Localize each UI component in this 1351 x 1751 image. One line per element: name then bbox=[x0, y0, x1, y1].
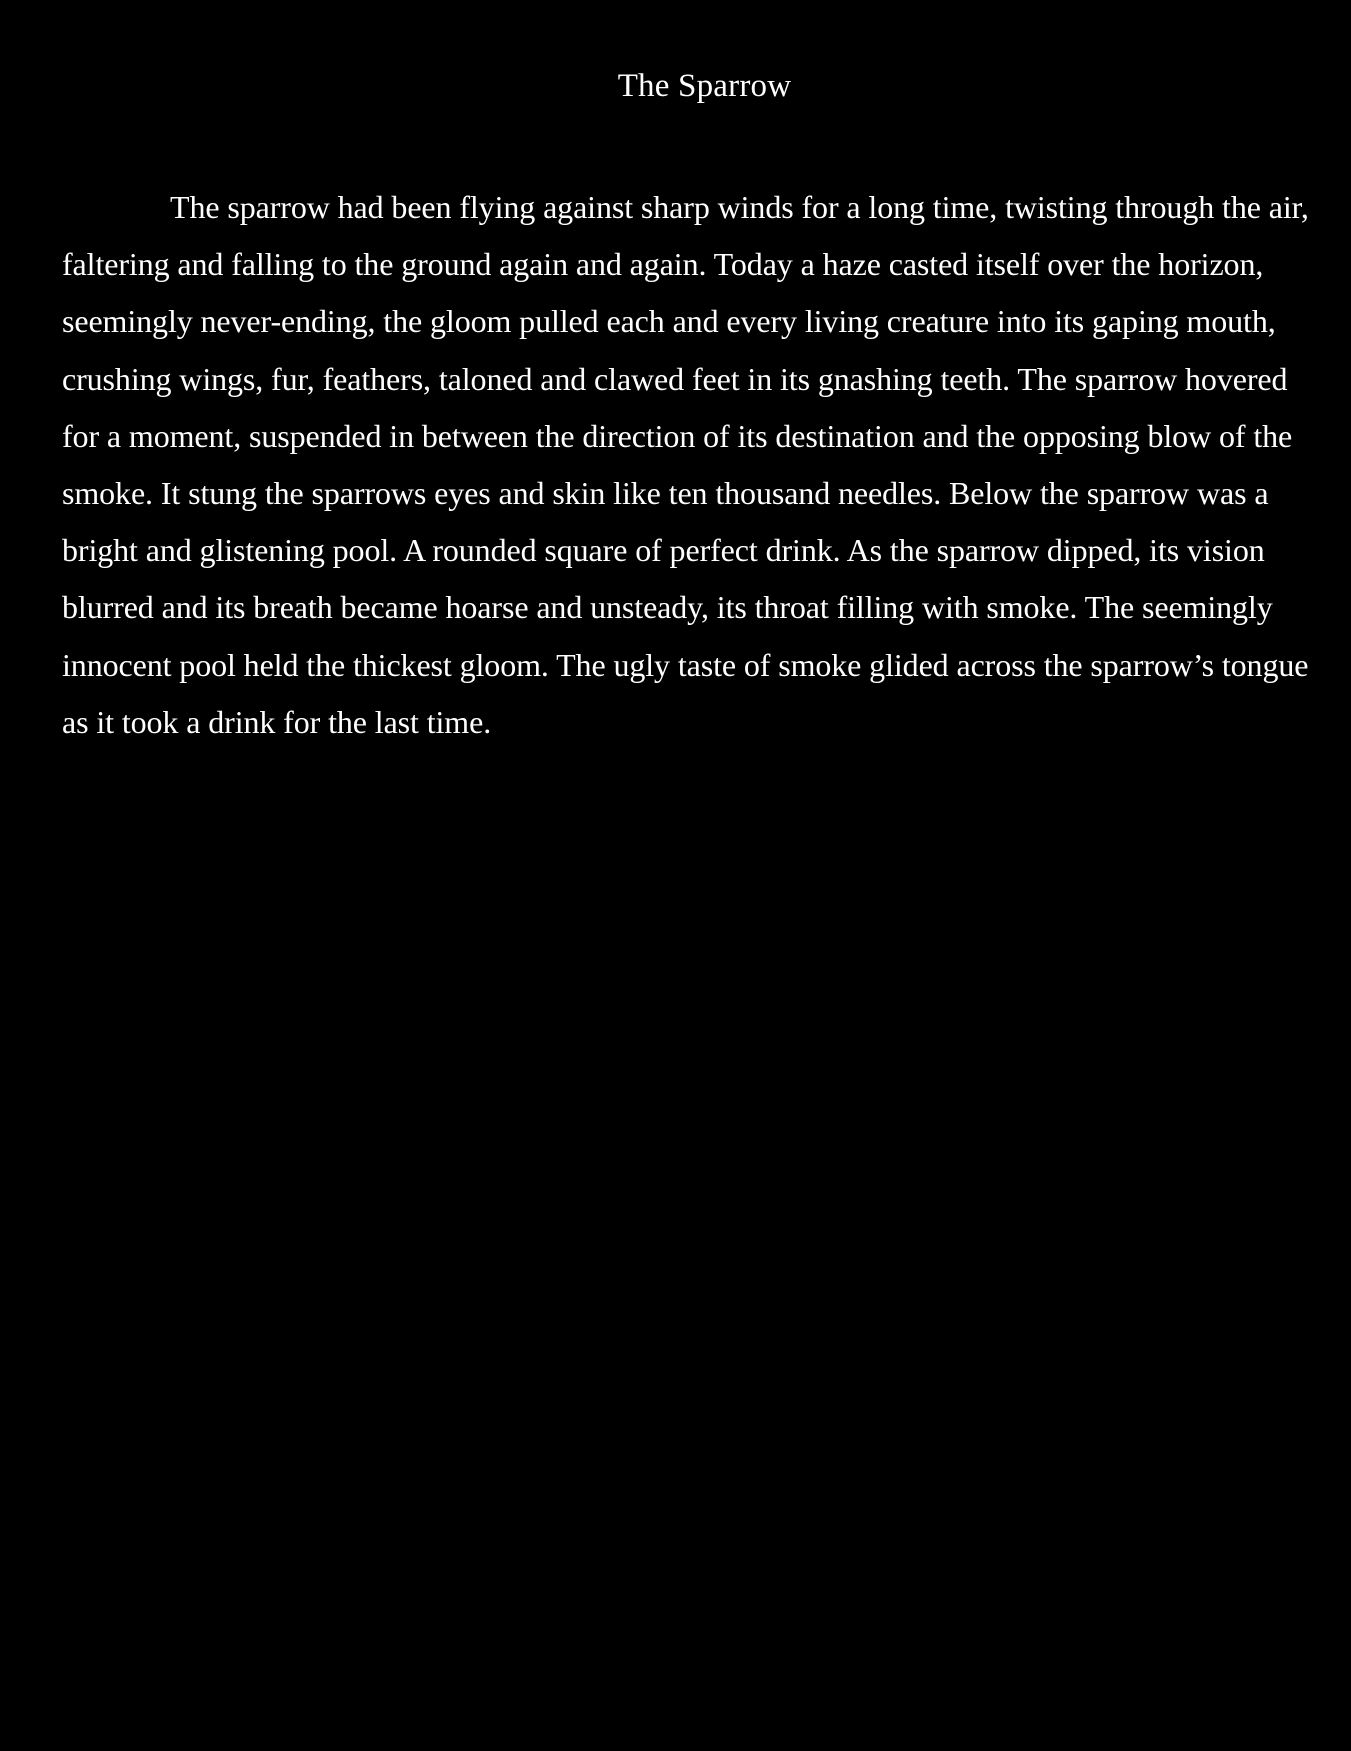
document-page bbox=[62, 0, 1320, 751]
story-paragraph: The sparrow had been flying against sharp winds for a long time, twisting through the air, faltering and falling to the ground again and again. Today a haze casted itself over the horizon, seemingly never-ending, the gloom pulled each and every living creature into its gaping mouth, crushing wings, fur, feathers, taloned and clawed feet in its gnashing teeth. The sparrow hovered for a moment, suspended in between the direction of its destination and the opposing blow of the smoke. It stung the sparrows eyes and skin like ten thousand needles. Below the sparrow was a bright and glistening pool. A rounded square of perfect drink. As the sparrow dipped, its vision blurred and its breath became hoarse and unsteady, its throat filling with smoke. The seemingly innocent pool held the thickest gloom. The ugly taste of smoke glided across the sparrow’s tongue as it took a drink for the last time. bbox=[62, 189, 1309, 740]
document-title: The Sparrow bbox=[617, 68, 792, 104]
